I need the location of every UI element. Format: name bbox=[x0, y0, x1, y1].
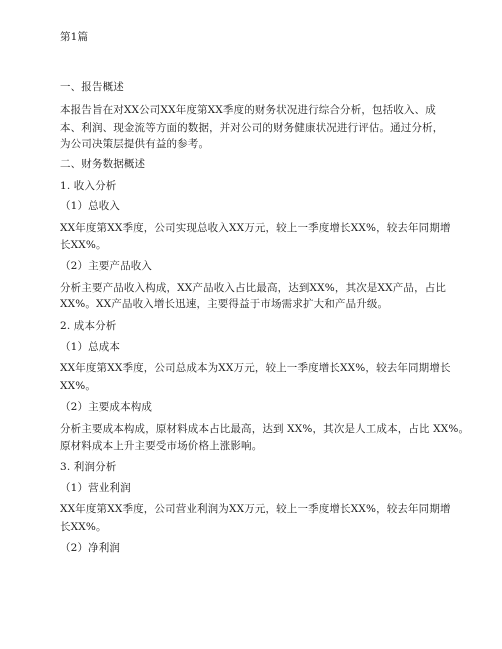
section2-heading: 二、财务数据概述 bbox=[60, 158, 146, 170]
cost-total-para-line: XX年度第XX季度，公司总成本为XX万元，较上一季度增长XX%，较去年同期增长 bbox=[60, 362, 451, 374]
profit-op-heading: （1）营业利润 bbox=[60, 482, 131, 494]
income-main-para-line: 分析主要产品收入构成，XX产品收入占比最高，达到XX%，其次是XX产品，占比 bbox=[60, 282, 447, 294]
income-main-heading: （2）主要产品收入 bbox=[60, 260, 153, 272]
profit-heading: 3. 利润分析 bbox=[60, 461, 117, 473]
cost-main-para-line: 分析主要成本构成，原材料成本占比最高，达到 XX%，其次是人工成本，占比 XX%。 bbox=[60, 423, 470, 435]
section1-para-line: 本报告旨在对XX公司XX年度第XX季度的财务状况进行综合分析，包括收入、成 bbox=[60, 104, 436, 116]
cost-total-heading: （1）总成本 bbox=[60, 341, 121, 353]
cost-heading: 2. 成本分析 bbox=[60, 320, 117, 332]
section1-para-line: 为公司决策层提供有益的参考。 bbox=[60, 138, 210, 150]
income-main-para-line: XX%。XX产品收入增长迅速，主要得益于市场需求扩大和产品升级。 bbox=[60, 298, 389, 310]
section1-heading: 一、报告概述 bbox=[60, 81, 124, 93]
income-total-heading: （1）总收入 bbox=[60, 200, 121, 212]
cost-main-heading: （2）主要成本构成 bbox=[60, 401, 153, 413]
profit-op-para-line: 长XX%。 bbox=[60, 521, 107, 533]
profit-net-heading: （2）净利润 bbox=[60, 542, 121, 554]
profit-op-para-line: XX年度第XX季度，公司营业利润为XX万元，较上一季度增长XX%，较去年同期增 bbox=[60, 503, 451, 515]
cost-main-para-line: 原材料成本上升主要受市场价格上涨影响。 bbox=[60, 440, 263, 452]
income-total-para-line: XX年度第XX季度，公司实现总收入XX万元，较上一季度增长XX%，较去年同期增 bbox=[60, 222, 451, 234]
cost-total-para-line: XX%。 bbox=[60, 380, 97, 392]
part-title: 第1篇 bbox=[60, 31, 89, 43]
document-page bbox=[60, 0, 470, 649]
income-heading: 1. 收入分析 bbox=[60, 180, 117, 192]
section1-para-line: 本、利润、现金流等方面的数据，并对公司的财务健康状况进行评估。通过分析， bbox=[60, 122, 444, 134]
income-total-para-line: 长XX%。 bbox=[60, 239, 107, 251]
